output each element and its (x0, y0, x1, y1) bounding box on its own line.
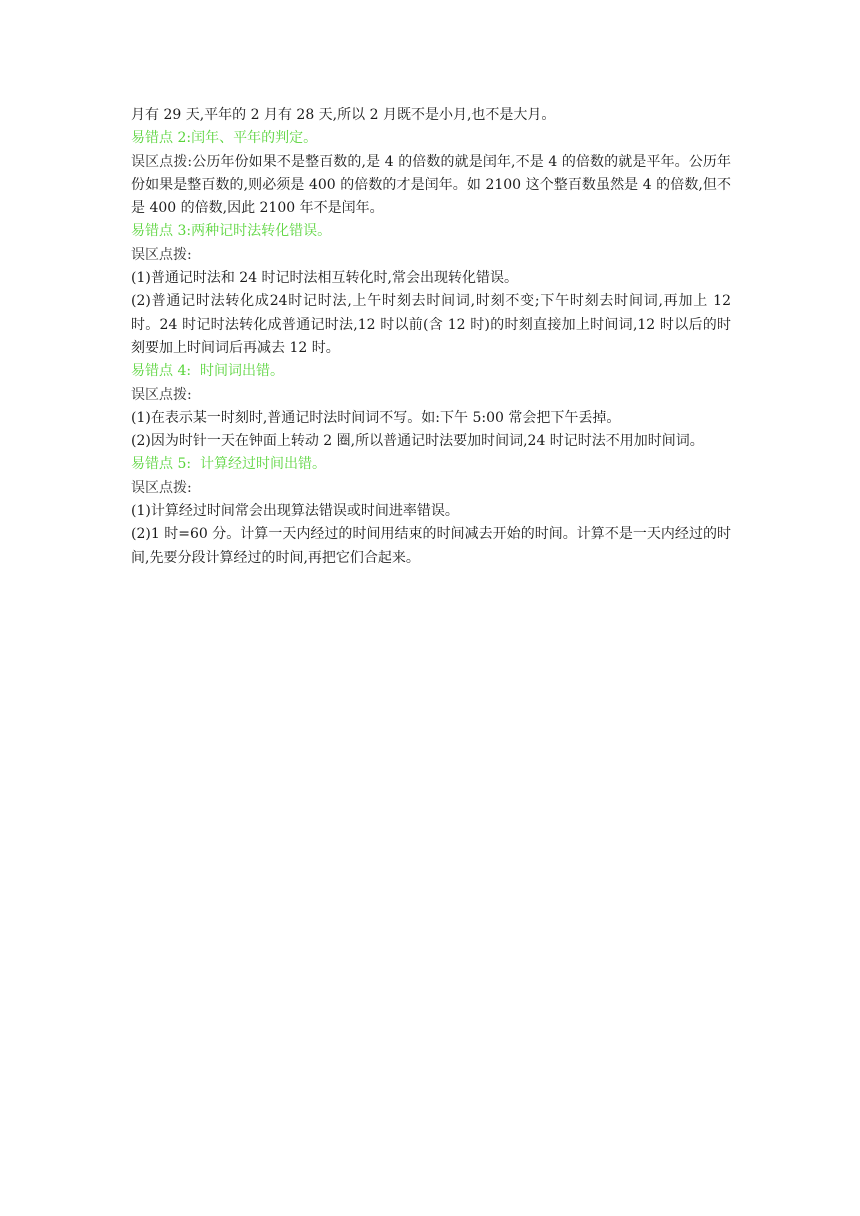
section-heading-4: 易错点 4: 时间词出错。 (131, 363, 284, 380)
section-5-item-2: (2)1 时=60 分。计算一天内经过的时间用结束的时间减去开始的时间。计算不是一天内经过的时间,先要分段计算经过的时间,再把它们合起来。 (131, 526, 731, 566)
section-4-label: 误区点拨: (131, 386, 192, 403)
section-3-label: 误区点拨: (131, 246, 192, 263)
section-heading-2: 易错点 2:闰年、平年的判定。 (131, 130, 318, 147)
section-2-body: 公历年份如果不是整百数的,是 4 的倍数的就是闰年,不是 4 的倍数的就是平年。公历年份如果是整百数的,则必须是 400 的倍数的才是闰年。如 2100 这个整百数虽然是 4 的倍数,但不是 400 的倍数,因此 2100 年不是闰年。 (131, 153, 731, 217)
section-5-label: 误区点拨: (131, 479, 192, 496)
section-2-label: 误区点拨: (131, 153, 193, 170)
section-2-explanation (131, 151, 731, 221)
section-3-item-2: (2)普通记时法转化成24时记时法,上午时刻去时间词,时刻不变;下午时刻去时间词,再加上 12 时。24 时记时法转化成普通记时法,12 时以前(含 12 时)的时刻直接加上时间词,12 时以后的时刻要加上时间词后再减去 12 时。 (131, 293, 731, 356)
section-heading-5: 易错点 5: 计算经过时间出错。 (131, 456, 326, 473)
section-4-item-1: (1)在表示某一时刻时,普通记时法时间词不写。如:下午 5:00 常会把下午丢掉。 (131, 409, 621, 426)
section-3-item-1: (1)普通记时法和 24 时记时法相互转化时,常会出现转化错误。 (131, 270, 518, 287)
section-5-item-1: (1)计算经过时间常会出现算法错误或时间进率错误。 (131, 503, 459, 520)
section-heading-3: 易错点 3:两种记时法转化错误。 (131, 223, 332, 240)
intro-line: 月有 29 天,平年的 2 月有 28 天,所以 2 月既不是小月,也不是大月。 (131, 107, 556, 123)
section-4-item-2: (2)因为时针一天在钟面上转动 2 圈,所以普通记时法要加时间词,24 时记时法不用加时间词。 (131, 433, 704, 450)
document-body (131, 104, 731, 570)
